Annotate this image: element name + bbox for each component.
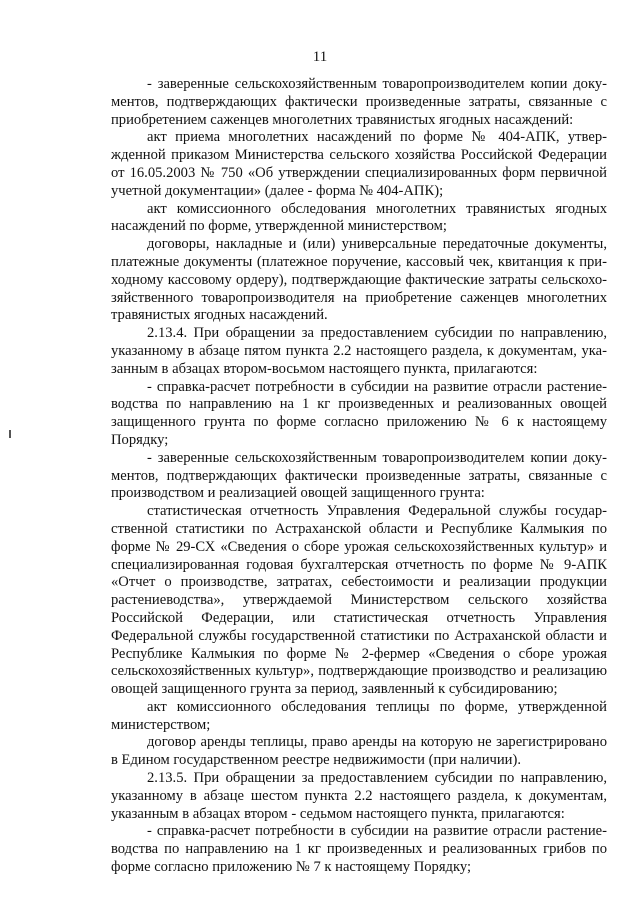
paragraph: - заверенные сельскохозяйственным товаропроизводителем копии документов, подтверждающих фактически произведенные затраты, связанные с производством и реализацией овощей защищенного грунта: bbox=[111, 449, 607, 502]
paragraph: акт комиссионного обследования многолетних травянистых ягодных насаждений по форме, утвержденной министерством; bbox=[111, 200, 607, 235]
paragraph: 2.13.5. При обращении за предоставлением субсидии по направлению, указанному в абзаце шестом пункта 2.2 настоящего раздела, к документам, указанным в абзацах втором - седьмом настоящего пункта, прилагаются: bbox=[111, 770, 607, 822]
paragraph: договор аренды теплицы, право аренды на которую не зарегистрировано в Едином государственном реестре недвижимости (при наличии). bbox=[111, 734, 607, 769]
paragraph: договоры, накладные и (или) универсальные передаточные документы, платежные документы (платежное поручение, кассовый чек, квитанция к приходному кассовому ордеру), подтверждающие фактические затраты сельскохозяйственного товаропроизводителя на приобретение саженцев многолетних травянистых ягодных насаждений. bbox=[111, 236, 607, 324]
paragraph: акт приема многолетних насаждений по форме № 404-АПК, утвержденной приказом Министерства сельского хозяйства Российской Федерации от 16.05.2003 № 750 «Об утверждении специализированных форм первичной учетной документации» (далее - форма № 404-АПК); bbox=[111, 129, 607, 199]
page-number: 11 bbox=[312, 49, 328, 65]
paragraph: статистическая отчетность Управления Федеральной службы государственной статистики по Астраханской области и Республике Калмыкия по форме № 29-СХ «Сведения о сборе урожая сельскохозяйственных культур» и специализированная годовая бухгалтерская отчетность по форме № 9-АПК «Отчет о производстве, затратах, себестоимости и реализации продукции растениеводства», утверждаемой Министерством сельского хозяйства Российской Федерации, или статистическая отчетность Управления Федеральной службы государственной статистики по Астраханской области и Республике Калмыкия по форме № 2-фермер «Сведения о сборе урожая сельскохозяйственных культур», подтверждающие производство и реализацию овощей защищенного грунта за период, заявленный к субсидированию; bbox=[111, 503, 607, 698]
paragraph: 2.13.4. При обращении за предоставлением субсидии по направлению, указанному в абзаце пятом пункта 2.2 настоящего раздела, к документам, указанным в абзацах втором-восьмом настоящего пункта, прилагаются: bbox=[111, 325, 607, 377]
paragraph: - справка-расчет потребности в субсидии на развитие отрасли растениеводства по направлению на 1 кг произведенных и реализованных грибов по форме согласно приложению № 7 к настоящему Порядку; bbox=[111, 823, 607, 876]
paragraph: акт комиссионного обследования теплицы по форме, утвержденной министерством; bbox=[111, 698, 607, 733]
document-body bbox=[111, 76, 607, 877]
paragraph: - справка-расчет потребности в субсидии на развитие отрасли растениеводства по направлению на 1 кг произведенных и реализованных овощей защищенного грунта по форме согласно приложению № 6 к настоящему Порядку; bbox=[111, 378, 607, 448]
scan-artifact bbox=[9, 430, 11, 438]
paragraph: - заверенные сельскохозяйственным товаропроизводителем копии документов, подтверждающих фактически произведенные затраты, связанные с приобретением саженцев многолетних травянистых ягодных насаждений: bbox=[111, 76, 607, 128]
